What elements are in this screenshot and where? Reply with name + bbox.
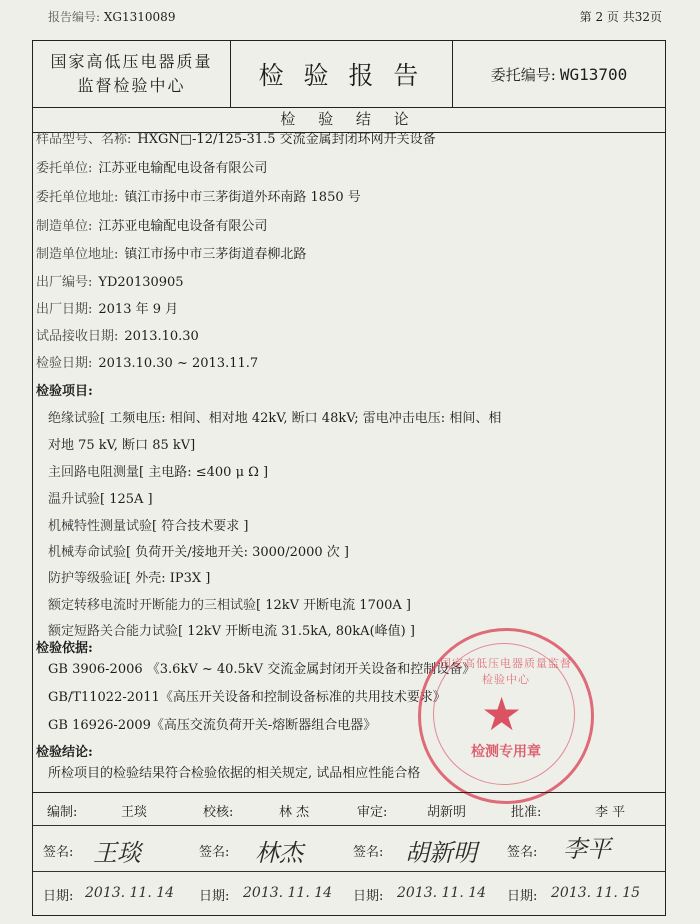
item-detail: [ 主电路: ≤400 μ Ω ] [139,465,269,480]
info-value: 江苏亚电输配电设备有限公司 [98,219,268,234]
report-number-value: XG1310089 [103,10,176,24]
title-table [32,40,666,108]
basis-standard: GB 3906-2006 《3.6kV ~ 40.5kV 交流金属封闭开关设备和控制设备》 [48,662,476,677]
divider [33,871,665,872]
basis-standard: GB/T11022-2011《高压开关设备和控制设备标准的共用技术要求》 [48,690,446,705]
item-detail: [ 工频电压: 相间、相对地 42kV, 断口 48kV; 雷电冲击电压: 相间、相 [100,411,502,426]
test-item-insulation-cont [48,434,195,453]
info-value: 2013.10.30 ~ 2013.11.7 [98,356,259,371]
section-title: 检 验 结 论 [32,108,666,133]
date-label: 日期: [353,889,384,904]
page-info: 第 2 页 共32页 [579,10,662,24]
signature: 胡新明 [405,839,477,867]
info-key: 制造单位地址: [36,247,119,262]
report-number-label: 报告编号: [48,10,101,24]
items-heading: 检验项目: [36,384,93,399]
commission-value: WG13700 [559,64,628,84]
info-key: 委托单位: [36,161,93,176]
official-seal [418,628,594,804]
basis-standard: GB 16926-2009《高压交流负荷开关-熔断器组合电器》 [48,718,377,733]
role-label: 审定: [357,805,388,820]
seal-ring-text: 国家高低压电器质量监督检验中心 [440,657,572,686]
role-name: 胡新明 [427,805,467,820]
info-value: HXGN□-12/125-31.5 交流金属封闭环网开关设备 [137,132,436,147]
commission-number [453,41,665,107]
info-value: 2013 年 9 月 [98,302,179,317]
date-label: 日期: [199,889,230,904]
role-label: 批准: [511,805,542,820]
info-value: 2013.10.30 [124,329,199,344]
role-label: 编制: [47,805,78,820]
test-item-temp-rise [48,488,153,507]
item-detail: [ 负荷开关/接地开关: 3000/2000 次 ] [126,545,349,560]
info-row-manufacturer-address [36,243,306,262]
commission-label: 委托编号: [490,65,556,84]
info-key: 委托单位地址: [36,190,119,205]
info-row-test-date [36,352,258,371]
conclusion-text: 所检项目的检验结果符合检验依据的相关规定, 试品相应性能合格 [48,766,421,781]
conclusion-heading: 检验结论: [36,745,93,760]
test-item-resistance [48,461,268,480]
test-item-transfer-current [48,594,411,613]
info-row-sample [36,128,436,147]
item-name: 防护等级验证 [48,571,127,586]
date-value: 2013. 11. 15 [551,885,641,901]
signature: 李平 [563,835,611,863]
info-row-manufacturer [36,215,267,234]
info-key: 检验日期: [36,356,93,371]
info-row-client [36,157,267,176]
info-row-serial [36,271,184,290]
date-value: 2013. 11. 14 [85,885,175,901]
info-value: 江苏亚电输配电设备有限公司 [98,161,268,176]
item-detail: [ 12kV 开断电流 31.5kA, 80kA(峰值) ] [178,624,415,639]
org-name [33,41,231,107]
test-item-mech-life [48,541,349,560]
date-label: 日期: [43,889,74,904]
info-key: 样品型号、名称: [36,132,132,147]
test-item-insulation [48,407,501,426]
item-name: 额定短路关合能力试验 [48,624,179,639]
role-label: 校核: [203,805,234,820]
item-detail: [ 符合技术要求 ] [152,519,249,534]
date-label: 日期: [507,889,538,904]
divider [33,825,665,826]
test-item-short-circuit [48,620,415,639]
org-name-line2: 监督检验中心 [77,76,186,95]
date-value: 2013. 11. 14 [397,885,487,901]
info-row-factory-date [36,298,178,317]
test-item-protection [48,567,210,586]
sign-label: 签名: [507,845,538,860]
role-name: 林 杰 [279,805,310,820]
item-name: 主回路电阻测量 [48,465,140,480]
seal-bottom-text: 检测专用章 [471,744,541,760]
info-value: YD20130905 [98,275,184,290]
role-name: 李 平 [595,805,626,820]
report-number [48,8,175,25]
date-value: 2013. 11. 14 [243,885,333,901]
star-icon: ★ [481,687,523,741]
info-value: 镇江市扬中市三茅街道外环南路 1850 号 [124,190,361,205]
item-name: 绝缘试验 [48,411,101,426]
signature: 王琰 [93,839,141,867]
info-value: 镇江市扬中市三茅街道春柳北路 [124,247,307,262]
info-key: 出厂编号: [36,275,93,290]
role-name: 王琰 [121,805,148,820]
info-row-client-address [36,186,361,205]
signoff-table [32,792,666,916]
item-detail: [ 125A ] [100,492,153,507]
item-detail: [ 外壳: IP3X ] [126,571,211,586]
info-key: 制造单位: [36,219,93,234]
info-key: 试品接收日期: [36,329,119,344]
sign-label: 签名: [43,845,74,860]
basis-heading: 检验依据: [36,641,93,656]
item-name: 机械特性测量试验 [48,519,153,534]
report-title: 检 验 报 告 [231,41,453,107]
signature: 林杰 [255,839,303,867]
item-name: 温升试验 [48,492,101,507]
test-item-mech-char [48,515,248,534]
org-name-line1: 国家高低压电器质量 [50,52,213,71]
info-row-receipt-date [36,325,199,344]
sign-label: 签名: [199,845,230,860]
info-key: 出厂日期: [36,302,93,317]
sign-label: 签名: [353,845,384,860]
item-name: 额定转移电流时开断能力的三相试验 [48,598,257,613]
item-detail: [ 12kV 开断电流 1700A ] [256,598,411,613]
item-name: 机械寿命试验 [48,545,127,560]
item-detail: 对地 75 kV, 断口 85 kV] [48,438,196,453]
